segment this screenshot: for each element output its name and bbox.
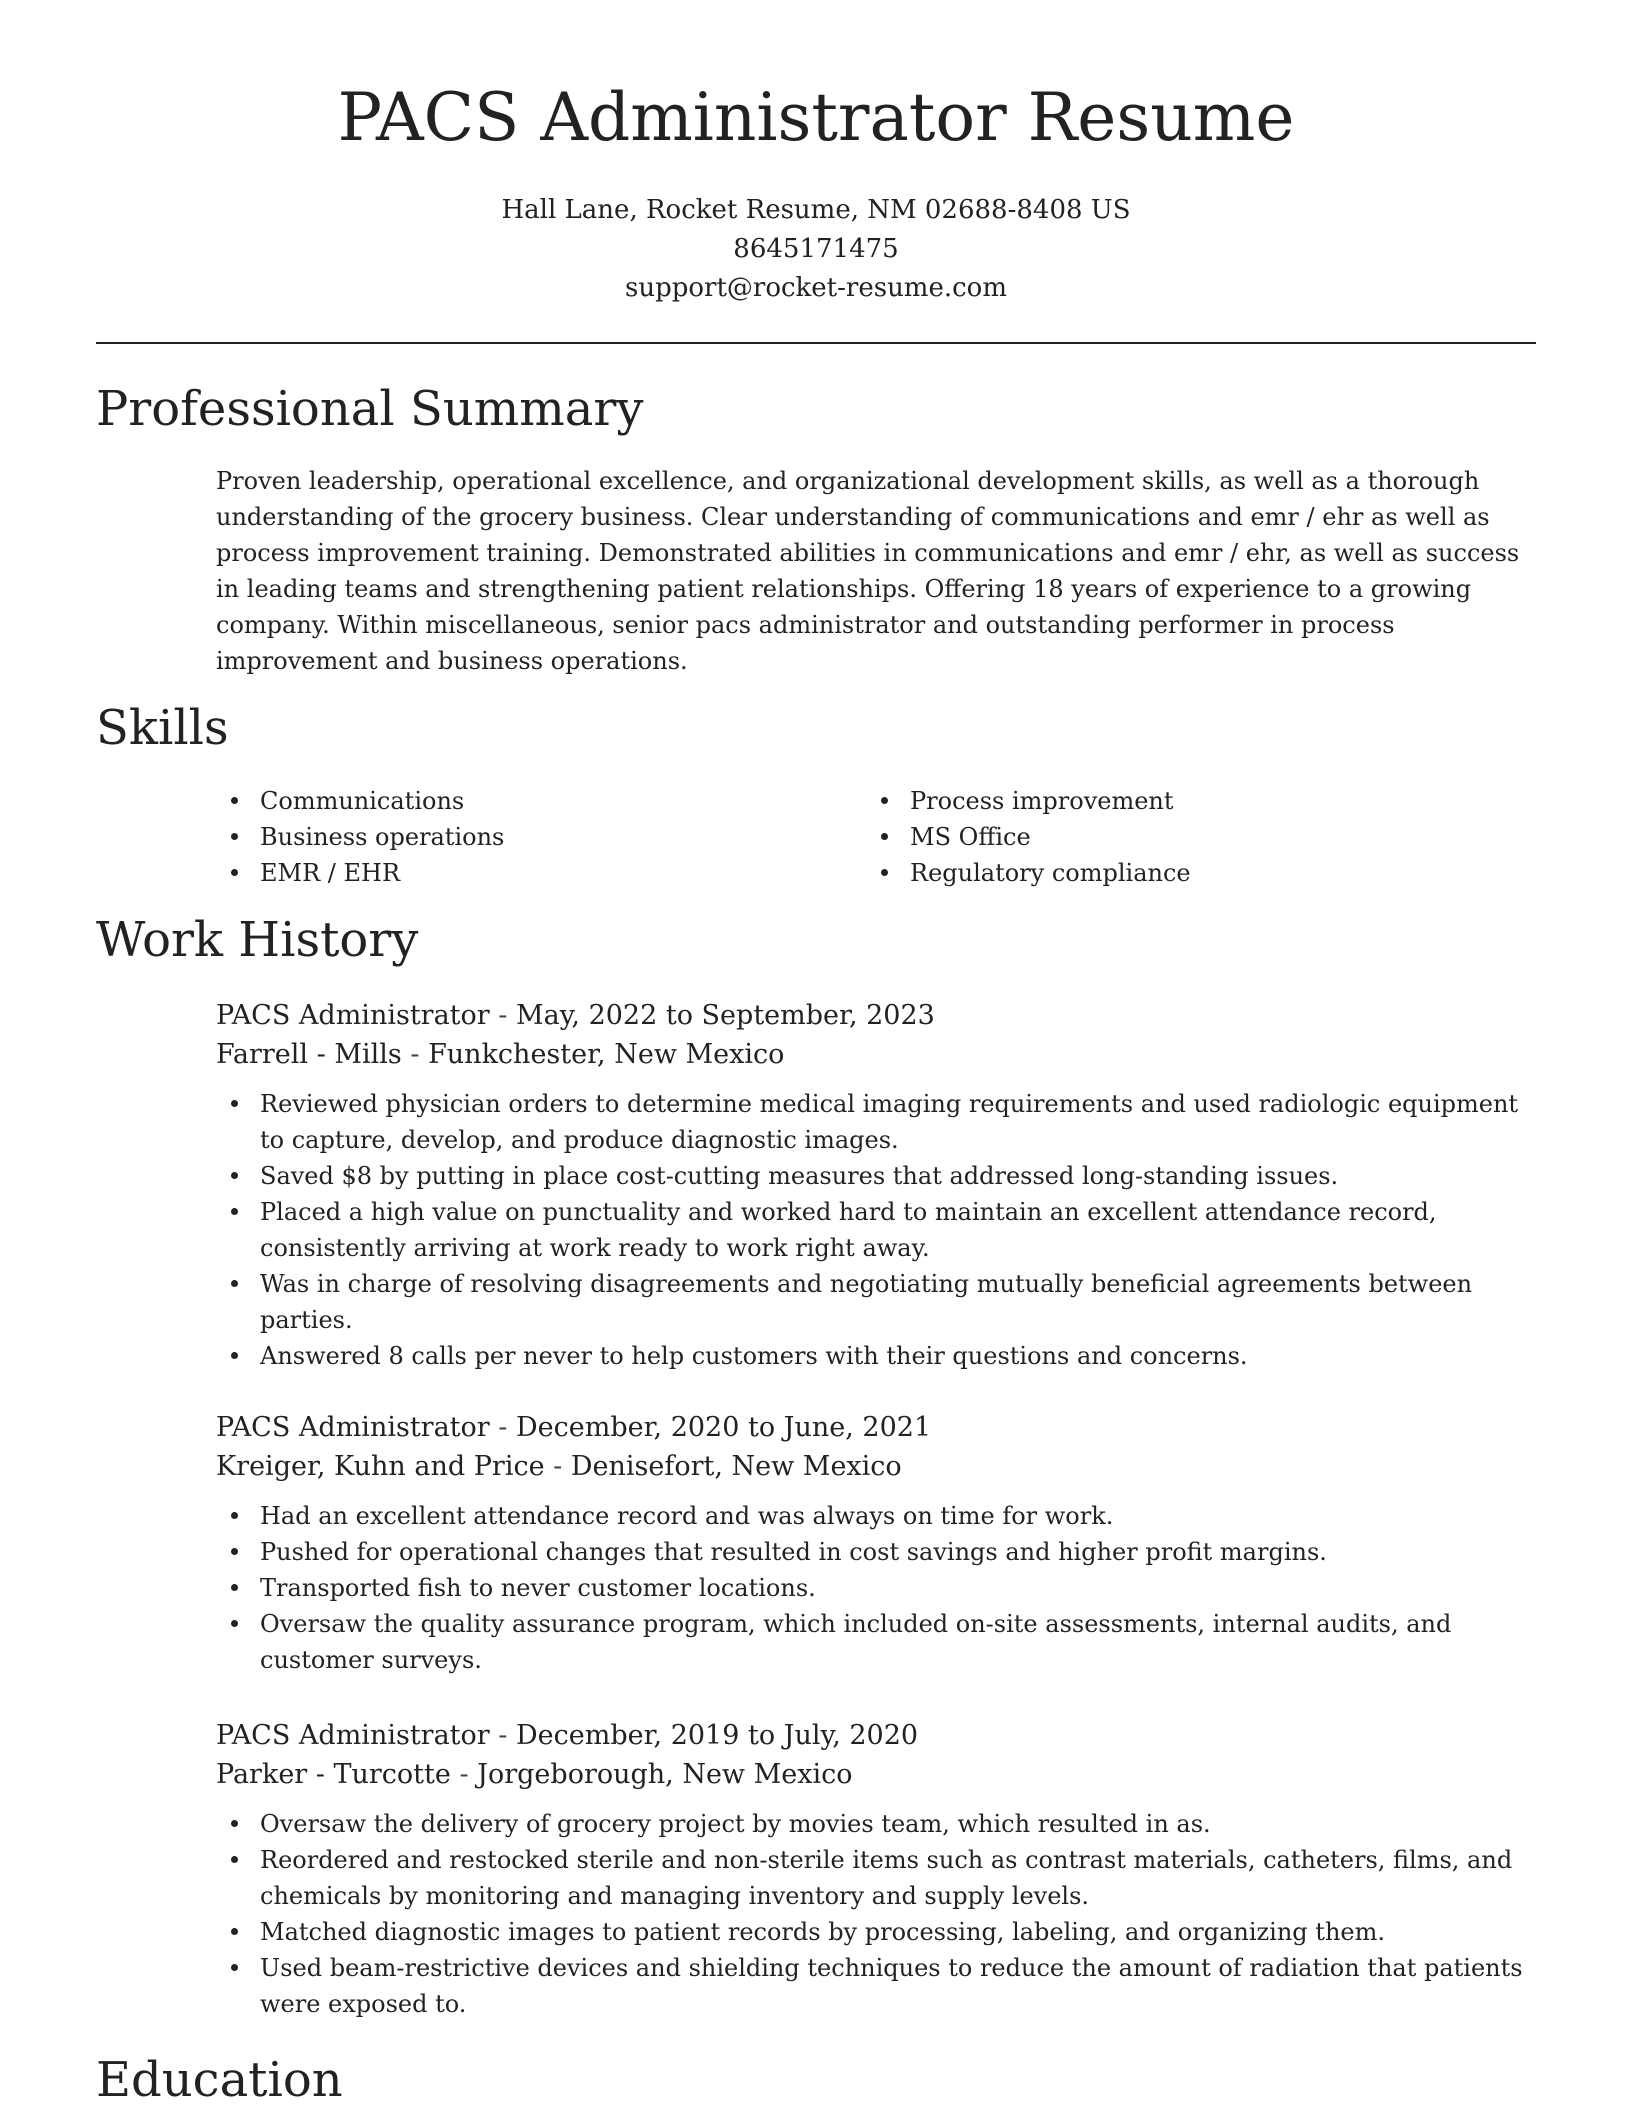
- skill-item: EMR / EHR: [216, 855, 866, 891]
- skill-item: Regulatory compliance: [866, 855, 1516, 891]
- summary-text: Proven leadership, operational excellence, and organizational development skills, as well as a thorough understanding of the grocery business. Clear understanding of communications and emr / ehr as well as process improvement training. Demonstrated abilities in communications and emr / ehr, as well as success in leading teams and strengthening patient relationships. Offering 18 years of experience to a growing company. Within miscellaneous, senior pacs administrator and outstanding performer in process improvement and business operations.: [216, 467, 1520, 675]
- skill-item: Business operations: [216, 819, 866, 855]
- job-bullets: [216, 1086, 1536, 1374]
- job-company: Kreiger, Kuhn and Price: [216, 1451, 545, 1482]
- skills-column-right: [866, 783, 1516, 891]
- contact-email: support@rocket-resume.com: [624, 273, 1007, 303]
- job-title: PACS Administrator: [216, 1720, 490, 1751]
- job-bullet: Reordered and restocked sterile and non-sterile items such as contrast materials, catheters, films, and chemicals by monitoring and managing inventory and supply levels.: [216, 1842, 1536, 1914]
- skills-column-left: [216, 783, 866, 891]
- job-separator: -: [450, 1759, 478, 1790]
- job-title-line: [216, 996, 1536, 1035]
- job-bullets: [216, 1498, 1536, 1678]
- contact-phone: 8645171475: [733, 234, 899, 264]
- job-dates: May, 2022 to September, 2023: [516, 1000, 935, 1031]
- job-bullet: Pushed for operational changes that resulted in cost savings and higher profit margins.: [216, 1534, 1536, 1570]
- job-separator: -: [489, 1000, 516, 1031]
- job-title-line: [216, 1408, 1536, 1447]
- contact-block: [0, 191, 1632, 308]
- job-bullet: Had an excellent attendance record and was always on time for work.: [216, 1498, 1536, 1534]
- section-heading-work-history: Work History: [96, 912, 419, 968]
- job-bullets: [216, 1806, 1536, 2022]
- job-location: Jorgeborough, New Mexico: [477, 1759, 853, 1790]
- resume-title: PACS Administrator Resume: [337, 79, 1295, 156]
- section-heading-summary: Professional Summary: [96, 381, 644, 437]
- job-separator: -: [489, 1720, 516, 1751]
- job-location: Funkchester, New Mexico: [428, 1039, 785, 1070]
- section-heading-skills: Skills: [96, 700, 229, 756]
- job-dates: December, 2020 to June, 2021: [516, 1412, 932, 1443]
- job-bullet: Reviewed physician orders to determine medical imaging requirements and used radiologic equipment to capture, develop, and produce diagnostic images.: [216, 1086, 1536, 1158]
- job-separator: -: [544, 1451, 571, 1482]
- job-bullet: Matched diagnostic images to patient records by processing, labeling, and organizing them.: [216, 1914, 1536, 1950]
- job-company-line: [216, 1447, 1536, 1486]
- job-location: Denisefort, New Mexico: [570, 1451, 902, 1482]
- job-bullet: Used beam-restrictive devices and shielding techniques to reduce the amount of radiation that patients were exposed to.: [216, 1950, 1536, 2022]
- job-entry: [216, 996, 1536, 1374]
- job-bullet: Saved $8 by putting in place cost-cutting measures that addressed long-standing issues.: [216, 1158, 1536, 1194]
- skills-list: [216, 783, 1536, 891]
- skill-item: Process improvement: [866, 783, 1516, 819]
- job-title-line: [216, 1716, 1536, 1755]
- job-entry: [216, 1408, 1536, 1678]
- contact-address: Hall Lane, Rocket Resume, NM 02688-8408 US: [501, 195, 1131, 225]
- skill-item: Communications: [216, 783, 866, 819]
- job-bullet: Placed a high value on punctuality and worked hard to maintain an excellent attendance record, consistently arriving at work ready to work right away.: [216, 1194, 1536, 1266]
- header-divider: [96, 342, 1536, 344]
- job-company: Parker - Turcotte: [216, 1759, 451, 1790]
- job-title: PACS Administrator: [216, 1000, 490, 1031]
- job-separator: -: [489, 1412, 516, 1443]
- job-dates: December, 2019 to July, 2020: [516, 1720, 919, 1751]
- skill-item: MS Office: [866, 819, 1516, 855]
- job-bullet: Oversaw the delivery of grocery project by movies team, which resulted in as.: [216, 1806, 1536, 1842]
- job-entry: [216, 1716, 1536, 2022]
- job-company-line: [216, 1755, 1536, 1794]
- section-heading-education: Education: [96, 2052, 343, 2108]
- job-separator: -: [401, 1039, 429, 1070]
- job-company: Farrell - Mills: [216, 1039, 402, 1070]
- job-company-line: [216, 1035, 1536, 1074]
- job-bullet: Answered 8 calls per never to help customers with their questions and concerns.: [216, 1338, 1536, 1374]
- job-bullet: Transported fish to never customer locations.: [216, 1570, 1536, 1606]
- job-title: PACS Administrator: [216, 1412, 490, 1443]
- job-bullet: Was in charge of resolving disagreements and negotiating mutually beneficial agreements between parties.: [216, 1266, 1536, 1338]
- job-bullet: Oversaw the quality assurance program, which included on-site assessments, internal audits, and customer surveys.: [216, 1606, 1536, 1678]
